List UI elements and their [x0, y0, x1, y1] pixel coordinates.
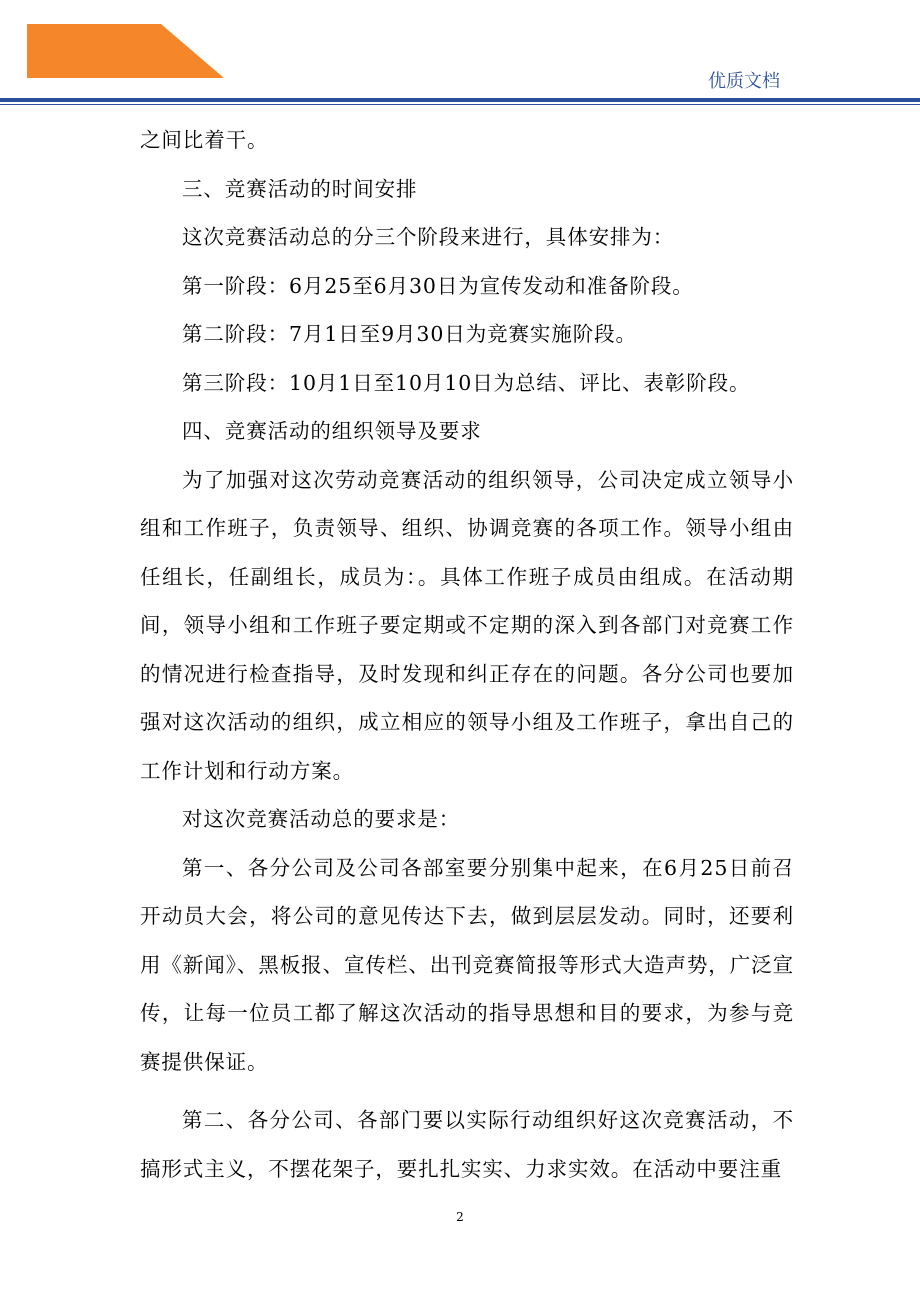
- paragraph: 对这次竞赛活动总的要求是：: [182, 807, 461, 831]
- page-number: 2: [456, 1210, 464, 1224]
- paragraph: 第一、各分公司及公司各部室要分别集中起来，在6月25日前召开动员大会，将公司的意见传达下去，做到层层发动。同时，还要利用《新闻》、黑板报、宣传栏、出刊竞赛简报等形式大造声势，广泛宣传，让每一位员工都了解这次活动的指导思想和目的要求，为参与竞赛提供保证。: [140, 855, 794, 1074]
- paragraph: 第二、各分公司、各部门要以实际行动组织好这次竞赛活动，不搞形式主义，不摆花架子，要扎扎实实、力求实效。在活动中要注重: [140, 1108, 794, 1181]
- section-heading: 三、竞赛活动的时间安排: [182, 176, 418, 201]
- paragraph: 这次竞赛活动总的分三个阶段来进行，具体安排为：: [182, 225, 675, 249]
- document-body: [140, 116, 794, 1193]
- section-heading: 四、竞赛活动的组织领导及要求: [182, 419, 482, 443]
- header-accent-shape: [27, 24, 224, 78]
- paragraph: 之间比着干。: [140, 128, 269, 152]
- paragraph: 第三阶段：10月1日至10月10日为总结、评比、表彰阶段。: [182, 370, 751, 395]
- header-brand-text: 优质文档: [708, 71, 780, 92]
- header-rule: [0, 98, 920, 102]
- header-rule-thin: [0, 104, 920, 105]
- paragraph: 第一阶段：6月25至6月30日为宣传发动和准备阶段。: [182, 273, 694, 298]
- paragraph: 为了加强对这次劳动竞赛活动的组织领导，公司决定成立领导小组和工作班子，负责领导、组织、协调竞赛的各项工作。领导小组由任组长，任副组长，成员为：。具体工作班子成员由组成。在活动期间，领导小组和工作班子要定期或不定期的深入到各部门对竞赛工作的情况进行检查指导，及时发现和纠正存在的问题。各分公司也要加强对这次活动的组织，成立相应的领导小组及工作班子，拿出自己的工作计划和行动方案。: [140, 467, 794, 783]
- paragraph: 第二阶段：7月1日至9月30日为竞赛实施阶段。: [182, 322, 637, 346]
